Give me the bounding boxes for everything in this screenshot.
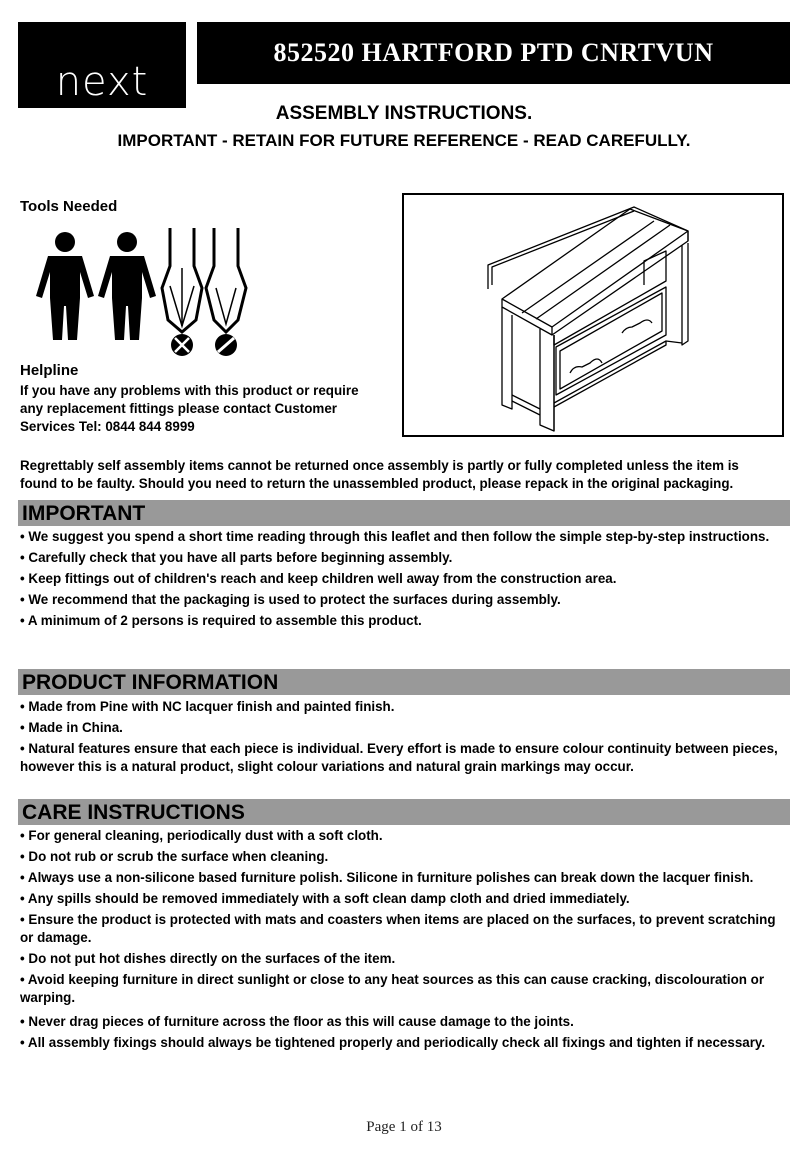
list-item: • Natural features ensure that each piece is individual. Every effort is made to ensure colour continuity between pieces, however this is a natural product, slight colour variations and natural grain markings may occur. <box>20 741 778 774</box>
list-item: • Do not rub or scrub the surface when cleaning. <box>20 849 329 864</box>
notice-line: Regrettably self assembly items cannot be returned once assembly is partly or fully completed unless the item is <box>20 458 739 473</box>
helpline-phone: Services Tel: 0844 844 8999 <box>20 419 195 434</box>
flathead-screwdriver-icon <box>206 228 246 356</box>
product-title: 852520 HARTFORD PTD CNRTVUN <box>197 22 790 84</box>
page-title: ASSEMBLY INSTRUCTIONS. <box>275 103 533 124</box>
brand-logo-text: next <box>55 59 149 105</box>
list-item: • A minimum of 2 persons is required to assemble this product. <box>20 613 422 628</box>
page-subtitle: IMPORTANT - RETAIN FOR FUTURE REFERENCE - READ CAREFULLY. <box>117 131 691 150</box>
list-item: • Avoid keeping furniture in direct sunlight or close to any heat sources as this can cause cracking, discolouration or warping. <box>20 972 765 1005</box>
product-image <box>402 193 784 437</box>
helpline-line: If you have any problems with this product or require <box>20 383 359 398</box>
list-item: • Do not put hot dishes directly on the surfaces of the item. <box>20 951 396 966</box>
product-info-list <box>20 698 790 779</box>
tools-illustrations <box>30 228 260 356</box>
list-item: • Made in China. <box>20 720 123 735</box>
list-item: • Carefully check that you have all parts before beginning assembly. <box>20 550 453 565</box>
helpline-text <box>20 382 359 436</box>
section-product-header: PRODUCT INFORMATION <box>18 669 790 695</box>
list-item: • Ensure the product is protected with mats and coasters when items are placed on the surfaces, to prevent scratching or damage. <box>20 912 776 945</box>
page-number: Page 1 of 13 <box>366 1119 442 1135</box>
list-item: • Made from Pine with NC lacquer finish and painted finish. <box>20 699 395 714</box>
helpline-line: any replacement fittings please contact Customer <box>20 401 338 416</box>
care-list <box>20 827 790 1055</box>
returns-notice <box>20 457 790 493</box>
list-item: • All assembly fixings should always be tightened properly and periodically check all fixings and tighten if necessary. <box>20 1035 766 1050</box>
helpline-heading: Helpline <box>20 362 79 379</box>
tools-heading: Tools Needed <box>20 198 118 215</box>
section-important-header: IMPORTANT <box>18 500 790 526</box>
notice-line: found to be faulty. Should you need to return the unassembled product, please repack in the original packaging. <box>20 476 734 491</box>
list-item: • Always use a non-silicone based furniture polish. Silicone in furniture polishes can break down the lacquer finish. <box>20 870 754 885</box>
person-icon <box>98 232 156 340</box>
list-item: • Keep fittings out of children's reach and keep children well away from the construction area. <box>20 571 617 586</box>
list-item: • We recommend that the packaging is used to protect the surfaces during assembly. <box>20 592 561 607</box>
list-item: • Any spills should be removed immediately with a soft clean damp cloth and dried immediately. <box>20 891 630 906</box>
important-list <box>20 528 790 633</box>
phillips-screwdriver-icon <box>162 228 202 356</box>
list-item: • We suggest you spend a short time reading through this leaflet and then follow the simple step-by-step instructions. <box>20 529 770 544</box>
list-item: • Never drag pieces of furniture across the floor as this will cause damage to the joints. <box>20 1014 574 1029</box>
section-care-header: CARE INSTRUCTIONS <box>18 799 790 825</box>
list-item: • For general cleaning, periodically dust with a soft cloth. <box>20 828 383 843</box>
person-icon <box>36 232 94 340</box>
